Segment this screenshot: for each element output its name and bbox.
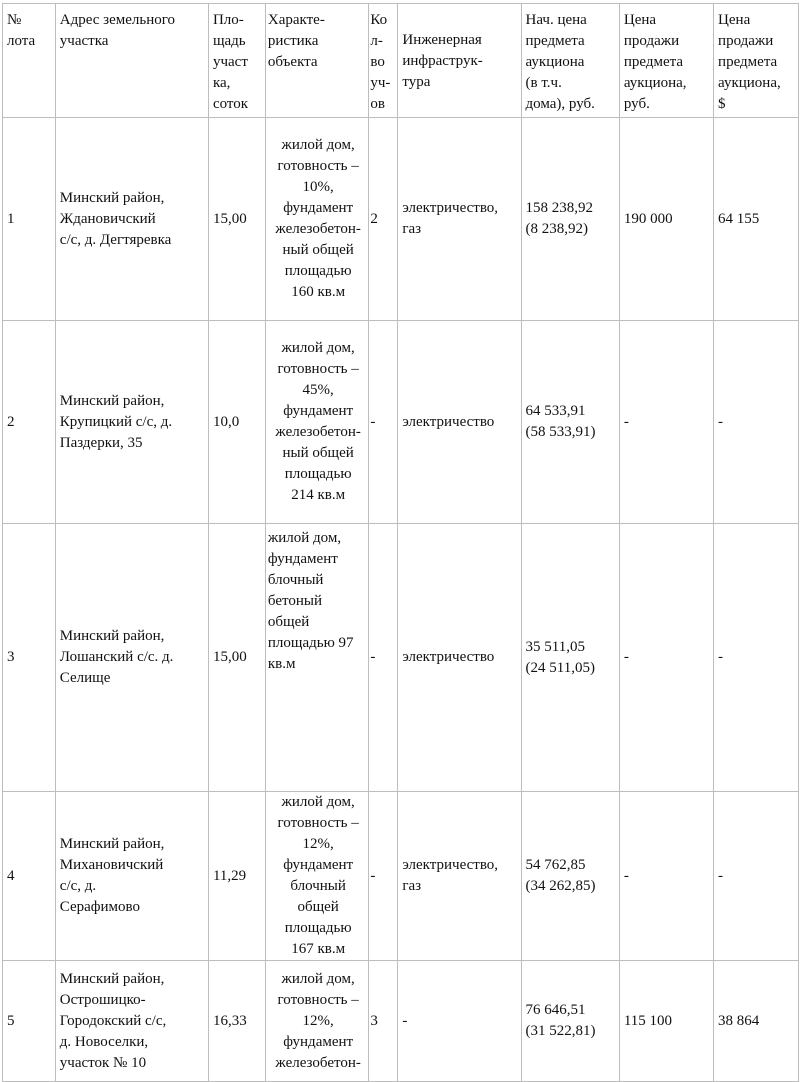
cell-lot-no [3,524,56,792]
sale-price-usd-value: - [718,649,724,665]
cell-sale-price-rub [619,118,713,321]
characteristics-value: жилой дом, готовность – 12%, фундамент блочный общей площадью 167 кв.м [277,794,359,957]
header-characteristics [265,4,369,118]
lot-no-value: 5 [7,1012,15,1029]
area-value: 10,0 [212,413,240,430]
header-quantity-label: Ко л- во уч- ов [370,12,391,112]
characteristics-value: жилой дом, фундамент блочный бетоный общей площадью 97 кв.м [267,530,354,672]
sale-price-rub-value: - [623,413,629,430]
cell-sale-price-usd [714,792,799,961]
quantity-value: 3 [370,1012,378,1029]
cell-sale-price-usd [714,961,799,1082]
cell-lot-no [3,961,56,1082]
cell-characteristics [265,118,369,321]
cell-address [55,961,208,1082]
cell-quantity [369,792,398,961]
cell-start-price [521,321,619,524]
cell-lot-no [3,792,56,961]
address-value: Минский район, Ждановичский с/с, д. Дегтяревка [59,189,172,248]
header-row [3,4,799,118]
sale-price-usd-value: 38 864 [718,1012,760,1029]
cell-characteristics [265,792,369,961]
table-body [3,118,799,1082]
cell-infrastructure [398,118,521,321]
cell-sale-price-rub [619,321,713,524]
start-price-value: 76 646,51 (31 522,81) [525,1002,596,1039]
quantity-value: 2 [370,210,378,227]
cell-sale-price-usd [714,321,799,524]
table-row [3,118,799,321]
cell-area [208,524,265,792]
cell-address [55,792,208,961]
cell-infrastructure [398,961,521,1082]
header-characteristics-label: Характе- ристика объекта [267,12,325,70]
header-area-label: Пло- щадь участ ка, соток [212,12,249,112]
area-value: 15,00 [212,649,247,665]
sale-price-usd-value: - [718,867,724,884]
start-price-value: 64 533,91 (58 533,91) [525,403,596,440]
header-sale-price-usd-label: Цена продажи предмета аукциона, $ [718,12,781,112]
table-row [3,792,799,961]
infrastructure-value: - [402,1012,408,1029]
header-sale-price-usd [714,4,799,118]
characteristics-value: жилой дом, готовность – 45%, фундамент железобетон- ный общей площадью 214 кв.м [275,340,361,503]
address-value: Минский район, Крупицкий с/с, д. Паздерки, 35 [59,392,173,451]
sale-price-rub-value: 190 000 [623,210,673,227]
start-price-value: 54 762,85 (34 262,85) [525,857,596,894]
quantity-value: - [370,649,376,665]
cell-start-price [521,524,619,792]
header-lot-no-label: № лота [7,12,36,49]
area-value: 15,00 [212,210,247,227]
lot-no-value: 2 [7,413,15,430]
auction-lots-table [2,3,799,1082]
infrastructure-value: электричество [402,413,495,430]
lot-no-value: 4 [7,867,15,884]
area-value: 16,33 [212,1012,247,1029]
address-value: Минский район, Михановичский с/с, д. Серафимово [59,836,165,915]
cell-start-price [521,792,619,961]
lot-no-value: 3 [7,649,15,665]
cell-infrastructure [398,524,521,792]
infrastructure-value: электричество [402,649,495,665]
cell-quantity [369,961,398,1082]
sale-price-rub-value: - [623,867,629,884]
sale-price-rub-value: 115 100 [623,1012,673,1029]
table-header [3,4,799,118]
cell-area [208,792,265,961]
cell-address [55,118,208,321]
cell-lot-no [3,321,56,524]
header-lot-no [3,4,56,118]
cell-characteristics [265,961,369,1082]
quantity-value: - [370,867,376,884]
cell-quantity [369,524,398,792]
sale-price-usd-value: 64 155 [718,210,760,227]
cell-area [208,321,265,524]
header-infrastructure-label: Инженерная инфраструк- тура [402,32,483,90]
characteristics-value: жилой дом, готовность – 12%, фундамент железобетон- [275,970,361,1071]
table-row [3,524,799,792]
cell-sale-price-usd [714,524,799,792]
start-price-value: 158 238,92 (8 238,92) [525,200,594,237]
lot-no-value: 1 [7,210,15,227]
address-value: Минский район, Лошанский с/с. д. Селище [59,628,174,686]
cell-address [55,524,208,792]
cell-infrastructure [398,792,521,961]
header-sale-price-rub-label: Цена продажи предмета аукциона, руб. [623,12,687,112]
cell-lot-no [3,118,56,321]
sale-price-usd-value: - [718,413,724,430]
cell-infrastructure [398,321,521,524]
cell-quantity [369,321,398,524]
header-area [208,4,265,118]
header-sale-price-rub [619,4,713,118]
start-price-value: 35 511,05 (24 511,05) [525,638,595,676]
header-address-label: Адрес земельного участка [59,12,176,49]
cell-characteristics [265,524,369,792]
cell-sale-price-usd [714,118,799,321]
cell-area [208,961,265,1082]
characteristics-value: жилой дом, готовность – 10%, фундамент железобетон- ный общей площадью 160 кв.м [275,137,361,300]
cell-quantity [369,118,398,321]
cell-sale-price-rub [619,792,713,961]
cell-sale-price-rub [619,961,713,1082]
header-address [55,4,208,118]
sale-price-rub-value: - [623,649,629,665]
table-row [3,961,799,1082]
cell-address [55,321,208,524]
header-infrastructure [398,4,521,118]
cell-start-price [521,118,619,321]
header-start-price-label: Нач. цена предмета аукциона (в т.ч. дома), руб. [525,12,595,112]
header-quantity [369,4,398,118]
cell-start-price [521,961,619,1082]
infrastructure-value: электричество, газ [402,857,499,894]
cell-characteristics [265,321,369,524]
area-value: 11,29 [212,867,247,884]
table-row [3,321,799,524]
cell-sale-price-rub [619,524,713,792]
cell-area [208,118,265,321]
address-value: Минский район, Острошицко- Городокский с/с, д. Новоселки, участок № 10 [59,970,167,1071]
quantity-value: - [370,413,376,430]
header-start-price [521,4,619,118]
infrastructure-value: электричество, газ [402,200,499,237]
